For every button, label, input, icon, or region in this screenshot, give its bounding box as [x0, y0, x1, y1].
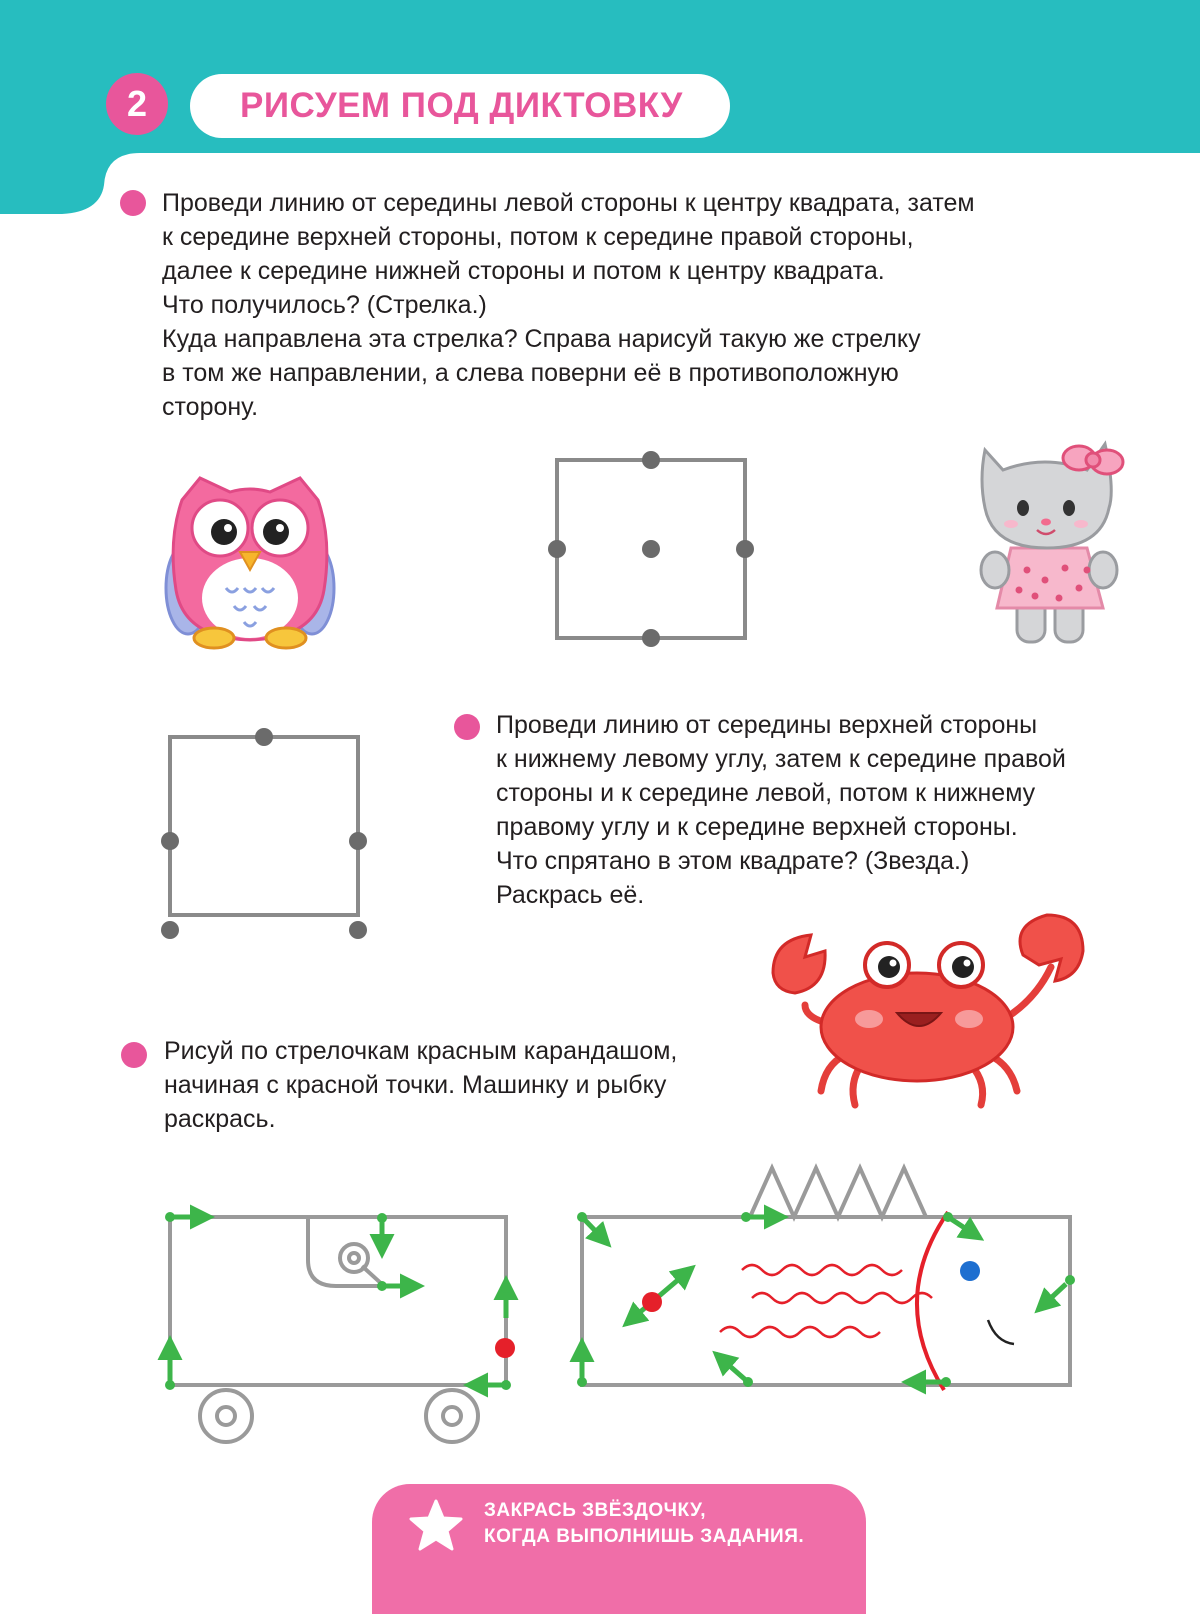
kitty-illustration: [975, 430, 1135, 660]
footer-line: КОГДА ВЫПОЛНИШЬ ЗАДАНИЯ.: [484, 1526, 805, 1547]
task1-line: в том же направлении, а слева поверни её в противоположную: [162, 359, 899, 387]
footer-banner: [372, 1484, 866, 1614]
footer-line: ЗАКРАСЬ ЗВЁЗДОЧКУ,: [484, 1500, 707, 1521]
star-icon[interactable]: [408, 1498, 464, 1554]
task3-line: Рисуй по стрелочкам красным карандашом,: [164, 1037, 678, 1065]
task2-line: стороны и к середине левой, потом к нижнему: [496, 779, 1036, 807]
task3-line: начиная с красной точки. Машинку и рыбку: [164, 1071, 667, 1099]
task3-line: раскрась.: [164, 1105, 276, 1133]
page-title: РИСУЕМ ПОД ДИКТОВКУ: [190, 74, 730, 138]
task1-line: Проведи линию от середины левой стороны к центру квадрата, затем: [162, 189, 975, 217]
task3-bullet: [121, 1042, 147, 1068]
task1-bullet: [120, 190, 146, 216]
car-path-illustration: [150, 1190, 530, 1450]
fish-path-illustration: [570, 1160, 1090, 1400]
task2-line: Проведи линию от середины верхней стороны: [496, 711, 1038, 739]
task1-line: Куда направлена эта стрелка? Справа нарисуй такую же стрелку: [162, 325, 921, 353]
task2-text: [496, 708, 1066, 912]
task2-line: Что спрятано в этом квадрате? (Звезда.): [496, 847, 970, 875]
task2-line: правому углу и к середине верхней стороны.: [496, 813, 1018, 841]
task1-line: далее к середине нижней стороны и потом к центру квадрата.: [162, 257, 885, 285]
task3-text: [164, 1034, 677, 1136]
footer-text: [484, 1498, 804, 1550]
task2-bullet: [454, 714, 480, 740]
task1-line: к середине верхней стороны, потом к середине правой стороны,: [162, 223, 914, 251]
dot-square: [150, 725, 380, 945]
owl-illustration: [160, 470, 340, 660]
crab-illustration: [765, 915, 1105, 1115]
task2-line: Раскрась её.: [496, 881, 645, 909]
task1-text: [162, 186, 975, 424]
lesson-number-badge: 2: [106, 73, 168, 135]
task1-line: сторону.: [162, 393, 259, 421]
dot-square-with-center: [540, 440, 770, 660]
task1-line: Что получилось? (Стрелка.): [162, 291, 487, 319]
task2-line: к нижнему левому углу, затем к середине правой: [496, 745, 1066, 773]
